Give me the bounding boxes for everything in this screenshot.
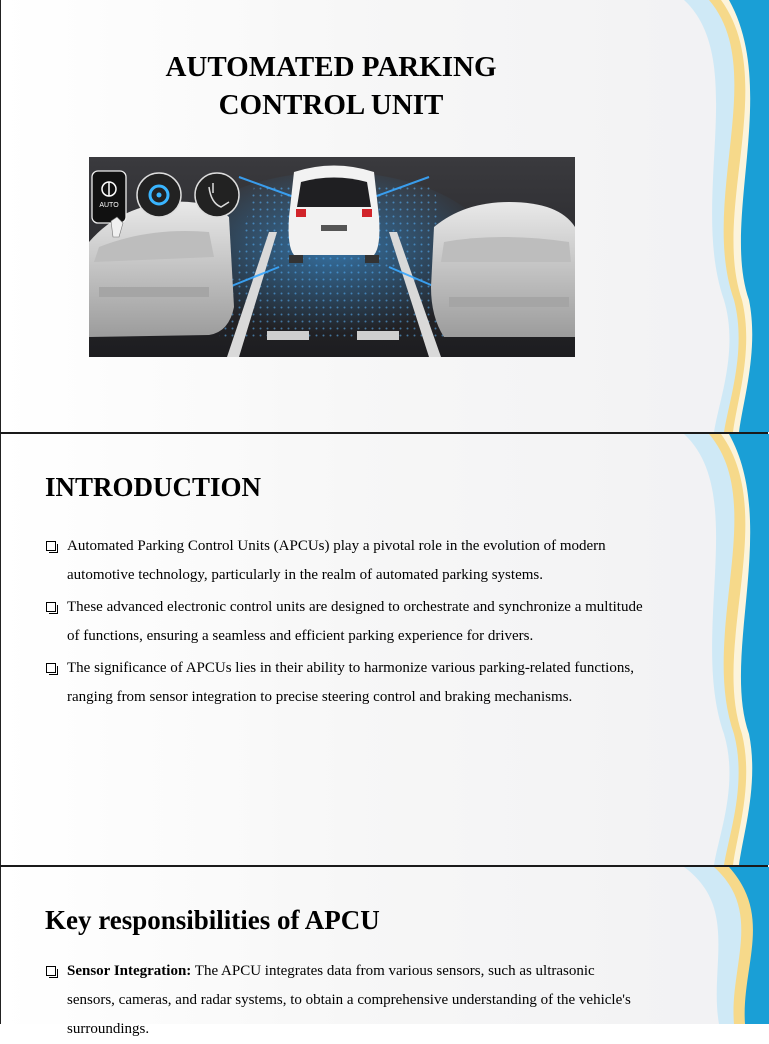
checkbox-bullet-icon — [46, 602, 56, 612]
bullet-text: Automated Parking Control Units (APCUs) play a pivotal role in the evolution of modern automotive technology, particularly in the realm of automated parking systems. — [67, 538, 606, 583]
responsibility-bullet-list — [45, 957, 645, 1044]
steering-wheel-icon — [137, 173, 181, 217]
checkbox-bullet-icon — [46, 663, 56, 673]
title-line-2: CONTROL UNIT — [218, 89, 444, 121]
bullet-text: The significance of APCUs lies in their ability to harmonize various parking-related functions, ranging from sensor integration to precise steering control and braking mechanisms. — [67, 660, 634, 705]
list-item — [45, 654, 645, 712]
checkbox-bullet-icon — [46, 541, 56, 551]
slide-introduction — [0, 434, 769, 865]
bullet-lead: Sensor Integration: — [67, 963, 192, 979]
wave-decoration — [629, 434, 769, 865]
center-car — [289, 166, 380, 264]
hand-gesture-icon — [195, 173, 239, 217]
wave-decoration — [629, 867, 769, 1024]
slide-title — [0, 0, 769, 432]
slide-key-responsibilities — [0, 867, 769, 1037]
bullet-text: The APCU integrates data from various sensors, such as ultrasonic sensors, cameras, and radar systems, to obtain a comprehensive understanding of the vehicle's surroundings. — [67, 963, 631, 1037]
wave-decoration — [629, 0, 769, 432]
list-item — [45, 532, 645, 590]
list-item — [45, 593, 645, 651]
section-heading: INTRODUCTION — [45, 472, 262, 502]
auto-label: AUTO — [99, 202, 119, 209]
section-heading: Key responsibilities of APCU — [45, 905, 380, 935]
title-line-1: AUTOMATED PARKING — [165, 51, 497, 83]
intro-bullet-list — [45, 532, 645, 715]
checkbox-bullet-icon — [46, 966, 56, 976]
parking-assist-image — [89, 157, 575, 357]
right-parked-car — [431, 202, 575, 337]
list-item — [45, 957, 645, 1044]
page-title — [101, 48, 561, 124]
bullet-text: These advanced electronic control units are designed to orchestrate and synchronize a multitude of functions, ensuring a seamless and efficient parking experience for drivers. — [67, 599, 643, 644]
